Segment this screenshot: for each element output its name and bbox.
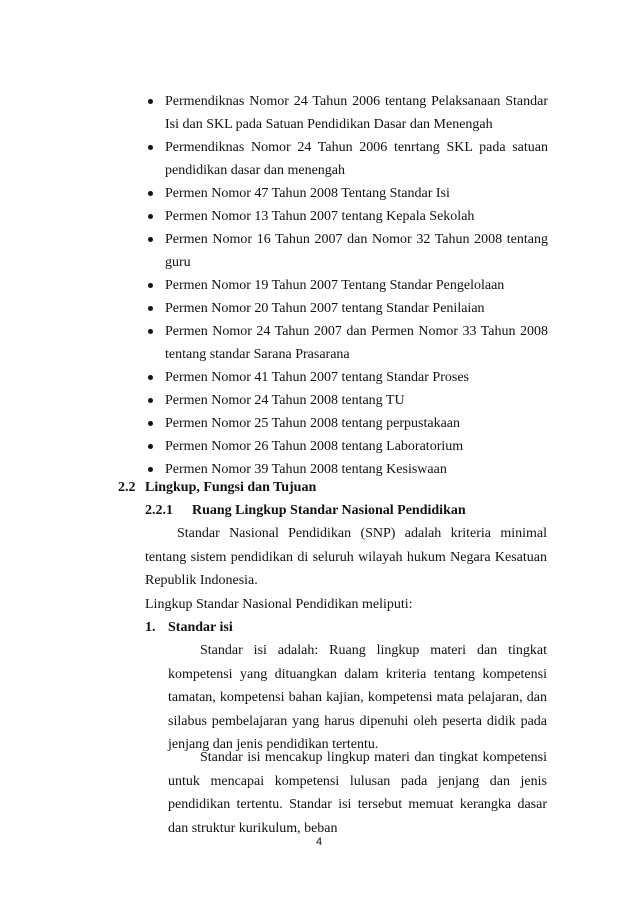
- list-item: [148, 435, 548, 458]
- list-item: [148, 297, 548, 320]
- section-heading: [118, 476, 316, 499]
- list-item-text: Permen Nomor 13 Tahun 2007 tentang Kepala Sekolah: [165, 209, 475, 224]
- bullet-icon: [148, 145, 153, 150]
- bullet-icon: [148, 99, 153, 104]
- list-item: [148, 320, 548, 366]
- list-item: [148, 274, 548, 297]
- list-item-text: Permen Nomor 19 Tahun 2007 Tentang Standar Pengelolaan: [165, 278, 505, 293]
- list-item: [148, 136, 548, 182]
- list-item-text: Permen Nomor 24 Tahun 2008 tentang TU: [165, 393, 405, 408]
- list-item-text: Permen Nomor 26 Tahun 2008 tentang Laboratorium: [165, 439, 464, 454]
- list-item: [148, 228, 548, 274]
- list-item-text: Permendiknas Nomor 24 Tahun 2006 tentang Pelaksanaan Standar Isi dan SKL pada Satuan Pendidikan Dasar dan Menengah: [165, 94, 548, 132]
- scope-intro: Lingkup Standar Nasional Pendidikan meliputi:: [145, 597, 413, 612]
- section-title: Lingkup, Fungsi dan Tujuan: [145, 480, 317, 495]
- numbered-heading-standar-isi: [145, 616, 233, 639]
- list-item-text: Permen Nomor 25 Tahun 2008 tentang perpustakaan: [165, 416, 461, 431]
- list-item: [148, 90, 548, 136]
- list-item-text: Permen Nomor 39 Tahun 2008 tentang Kesiswaan: [165, 462, 447, 477]
- subsection-title: Ruang Lingkup Standar Nasional Pendidikan: [192, 503, 466, 518]
- bullet-icon: [148, 306, 153, 311]
- list-item-text: Permen Nomor 24 Tahun 2007 dan Permen Nomor 33 Tahun 2008 tentang standar Sarana Prasarana: [165, 324, 548, 362]
- list-item-text: Permen Nomor 47 Tahun 2008 Tentang Standar Isi: [165, 186, 450, 201]
- list-item: [148, 205, 548, 228]
- bullet-icon: [148, 191, 153, 196]
- regulation-list: [148, 90, 548, 481]
- bullet-icon: [148, 444, 153, 449]
- section-number: 2.2: [118, 480, 136, 495]
- bullet-icon: [148, 237, 153, 242]
- bullet-icon: [148, 467, 153, 472]
- subsection-heading: [145, 499, 466, 522]
- bullet-icon: [148, 375, 153, 380]
- standar-isi-scope-paragraph: Standar isi mencakup lingkup materi dan tingkat kompetensi untuk mencapai kompetensi lulusan pada jenjang dan jenis pendidikan tertentu. Standar isi tersebut memuat kerangka dasar dan struktur kurikulum, beban: [168, 750, 547, 836]
- list-item: [148, 366, 548, 389]
- list-item-text: Permen Nomor 41 Tahun 2007 tentang Standar Proses: [165, 370, 469, 385]
- list-item: [148, 389, 548, 412]
- list-item: [148, 412, 548, 435]
- bullet-icon: [148, 398, 153, 403]
- bullet-icon: [148, 283, 153, 288]
- item-title: Standar isi: [168, 620, 233, 635]
- bullet-icon: [148, 329, 153, 334]
- bullet-icon: [148, 214, 153, 219]
- bullet-icon: [148, 421, 153, 426]
- snp-definition-paragraph: Standar Nasional Pendidikan (SNP) adalah kriteria minimal tentang sistem pendidikan di seluruh wilayah hukum Negara Kesatuan Republik Indonesia.: [145, 526, 547, 588]
- page-number: 4: [315, 836, 323, 848]
- standar-isi-definition-paragraph: Standar isi adalah: Ruang lingkup materi dan tingkat kompetensi yang dituangkan dalam kriteria tentang kompetensi tamatan, kompetensi bahan kajian, kompetensi mata pelajaran, dan silabus pembelajaran yang harus dipenuhi oleh peserta didik pada jenjang dan jenis pendidikan tertentu.: [168, 643, 547, 752]
- list-item-text: Permendiknas Nomor 24 Tahun 2006 tenrtang SKL pada satuan pendidikan dasar dan menengah: [165, 140, 548, 178]
- list-item-text: Permen Nomor 16 Tahun 2007 dan Nomor 32 Tahun 2008 tentang guru: [165, 232, 548, 270]
- list-item-text: Permen Nomor 20 Tahun 2007 tentang Standar Penilaian: [165, 301, 485, 316]
- list-item: [148, 182, 548, 205]
- subsection-number: 2.2.1: [145, 503, 173, 518]
- item-number: 1.: [145, 620, 156, 635]
